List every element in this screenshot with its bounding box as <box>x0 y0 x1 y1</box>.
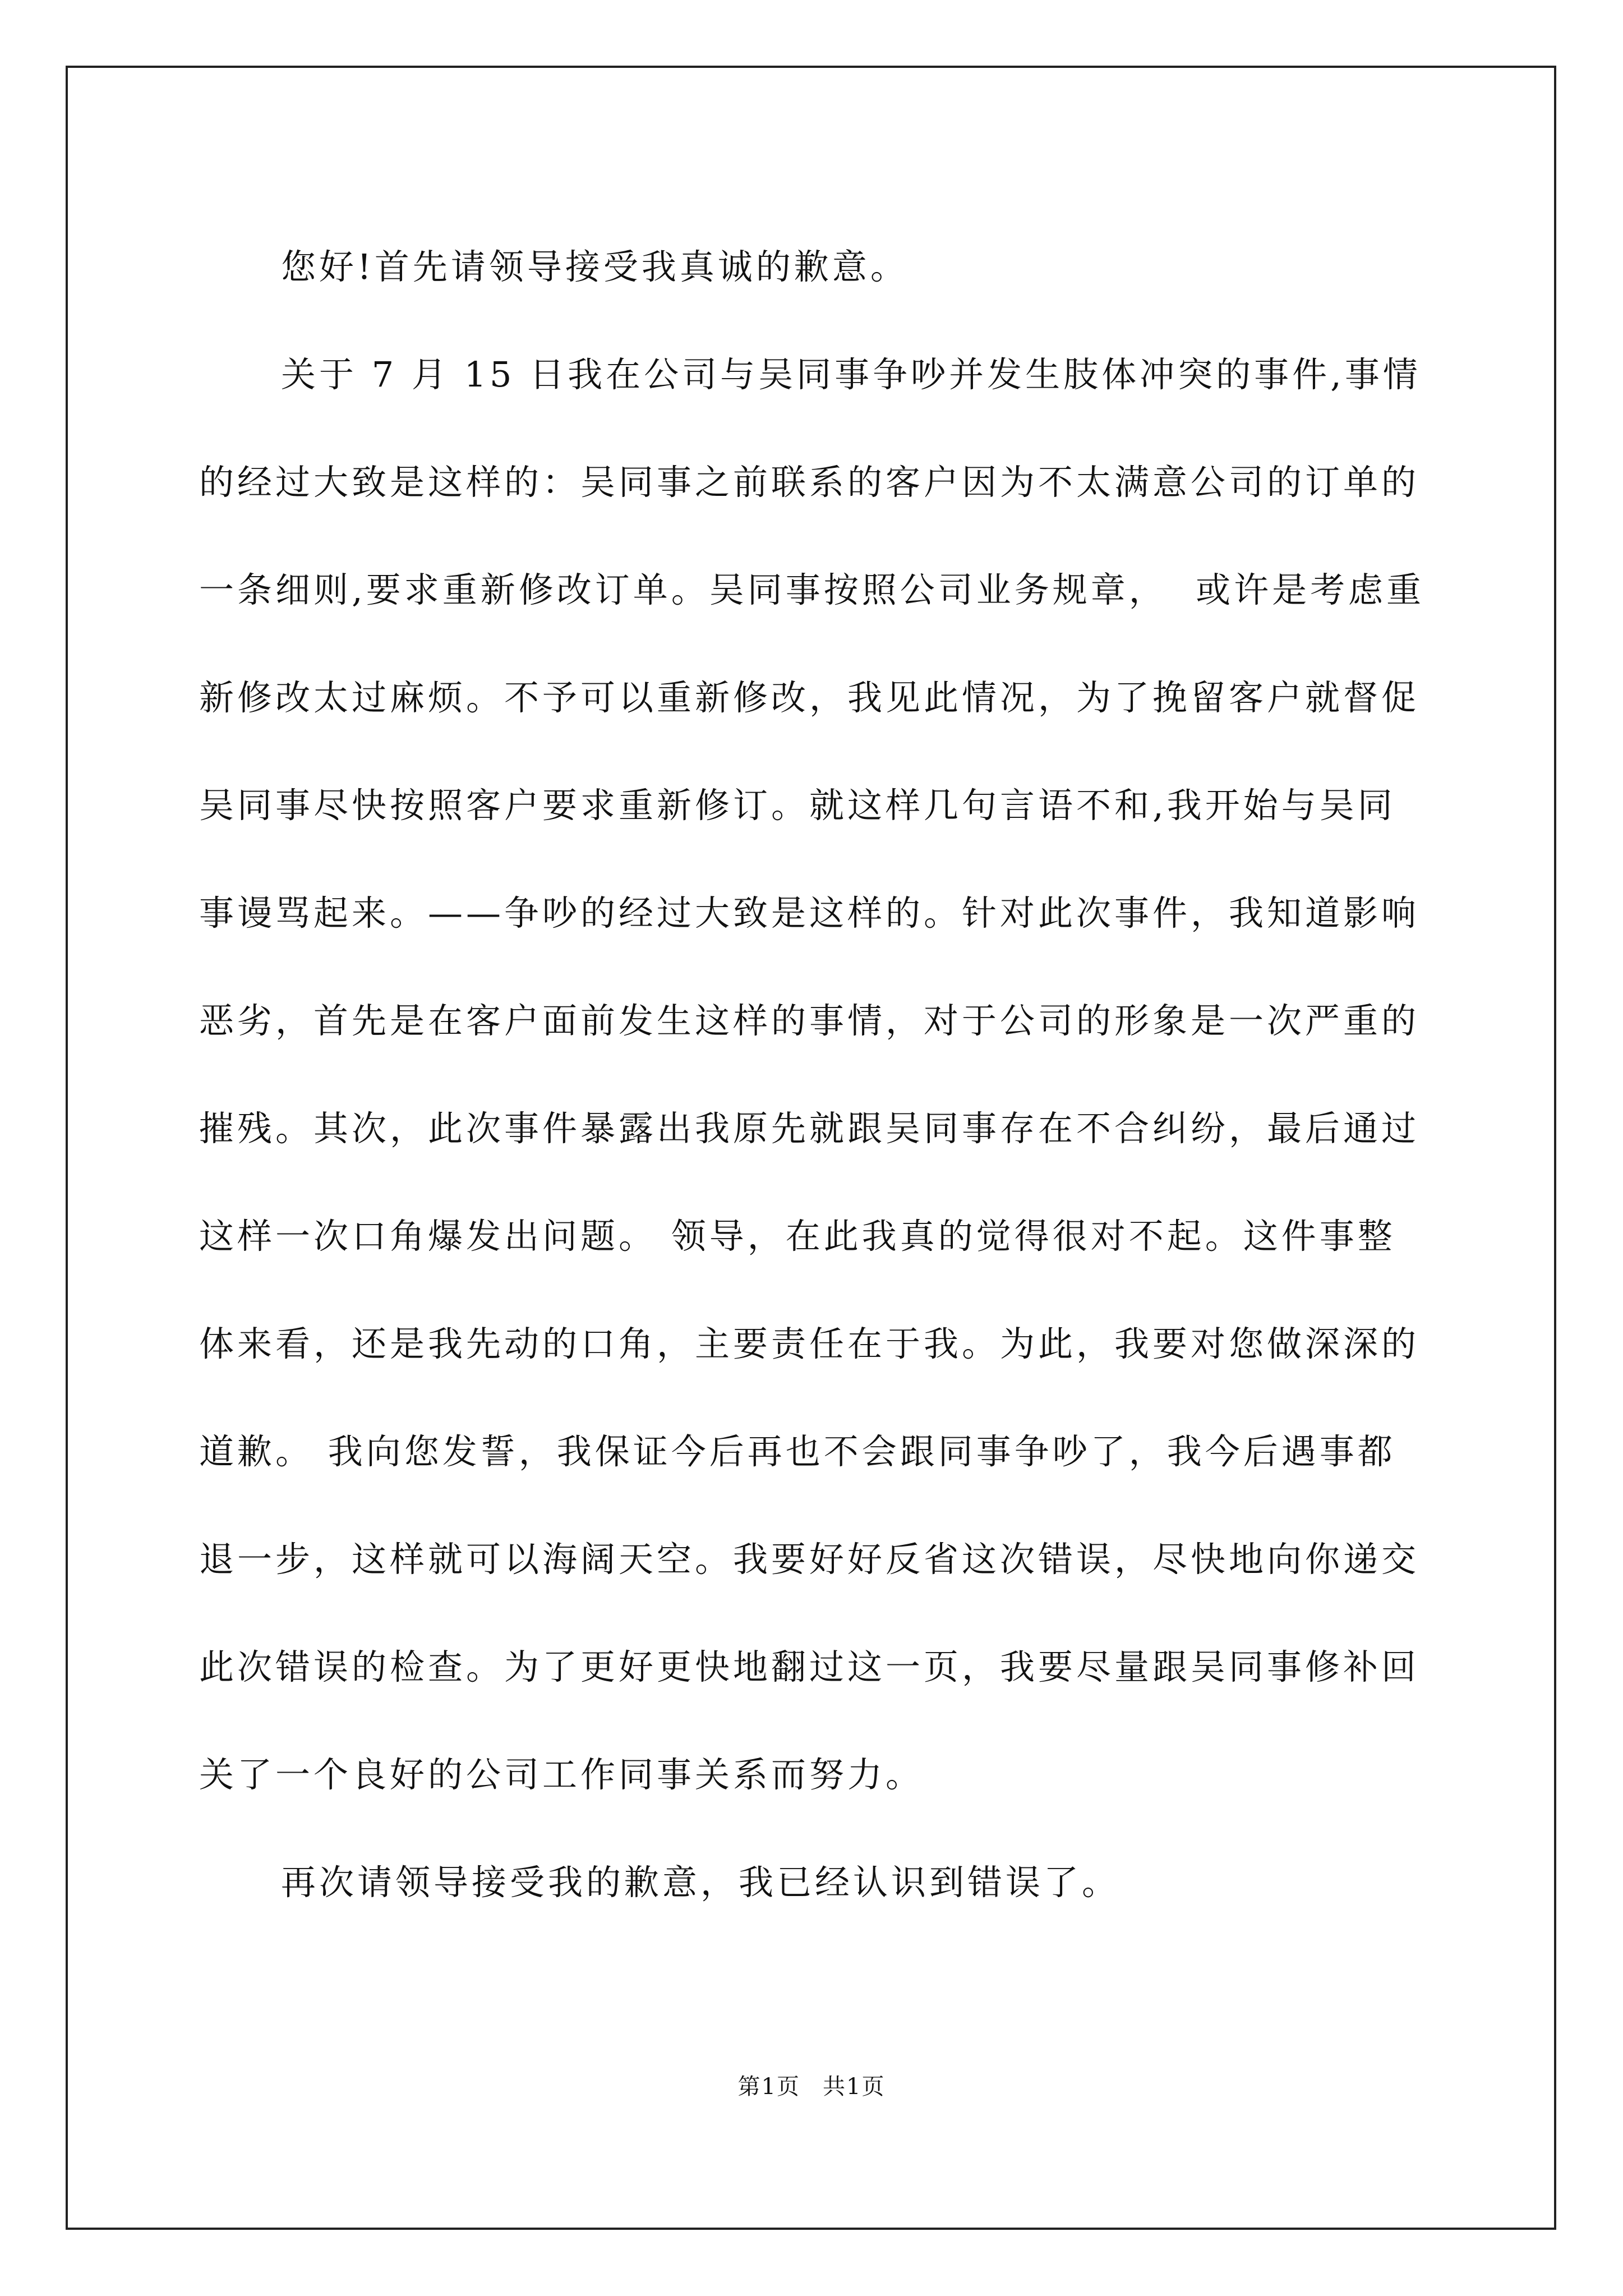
page-total-label: 共1页 <box>823 2074 886 2100</box>
greeting-paragraph: 您好!首先请领导接受我真诚的歉意。 <box>281 246 909 287</box>
closing-paragraph: 再次请领导接受我的歉意，我已经认识到错误了。 <box>281 1862 1121 1903</box>
page-footer <box>0 2069 1623 2101</box>
page-current-label: 第1页 <box>737 2074 800 2100</box>
document-content <box>199 213 1433 1936</box>
body-paragraph: 关于 7 月 15 日我在公司与吴同事争吵并发生肢体冲突的事件,事情的经过大致是这样的：吴同事之前联系的客户因为不太满意公司的订单的一条细则,要求重新修改订单。吴同事按照公司业务规章， 或许是考虑重新修改太过麻烦。不予可以重新修改，我见此情况，为了挽留客户就督促吴同事尽快按照客户要求重新修订。就这样几句言语不和,我开始与吴同事谩骂起来。——争吵的经过大致是这样的。针对此次事件，我知道影响恶劣，首先是在客户面前发生这样的事情，对于公司的形象是一次严重的摧残。其次，此次事件暴露出我原先就跟吴同事存在不合纠纷，最后通过这样一次口角爆发出问题。 领导，在此我真的觉得很对不起。这件事整体来看，还是我先动的口角，主要责任在于我。为此，我要对您做深深的道歉。 我向您发誓，我保证今后再也不会跟同事争吵了，我今后遇事都退一步，这样就可以海阔天空。我要好好反省这次错误，尽快地向你递交此次错误的检查。为了更好更快地翻过这一页，我要尽量跟吴同事修补回关了一个良好的公司工作同事关系而努力。 <box>199 354 1425 1795</box>
